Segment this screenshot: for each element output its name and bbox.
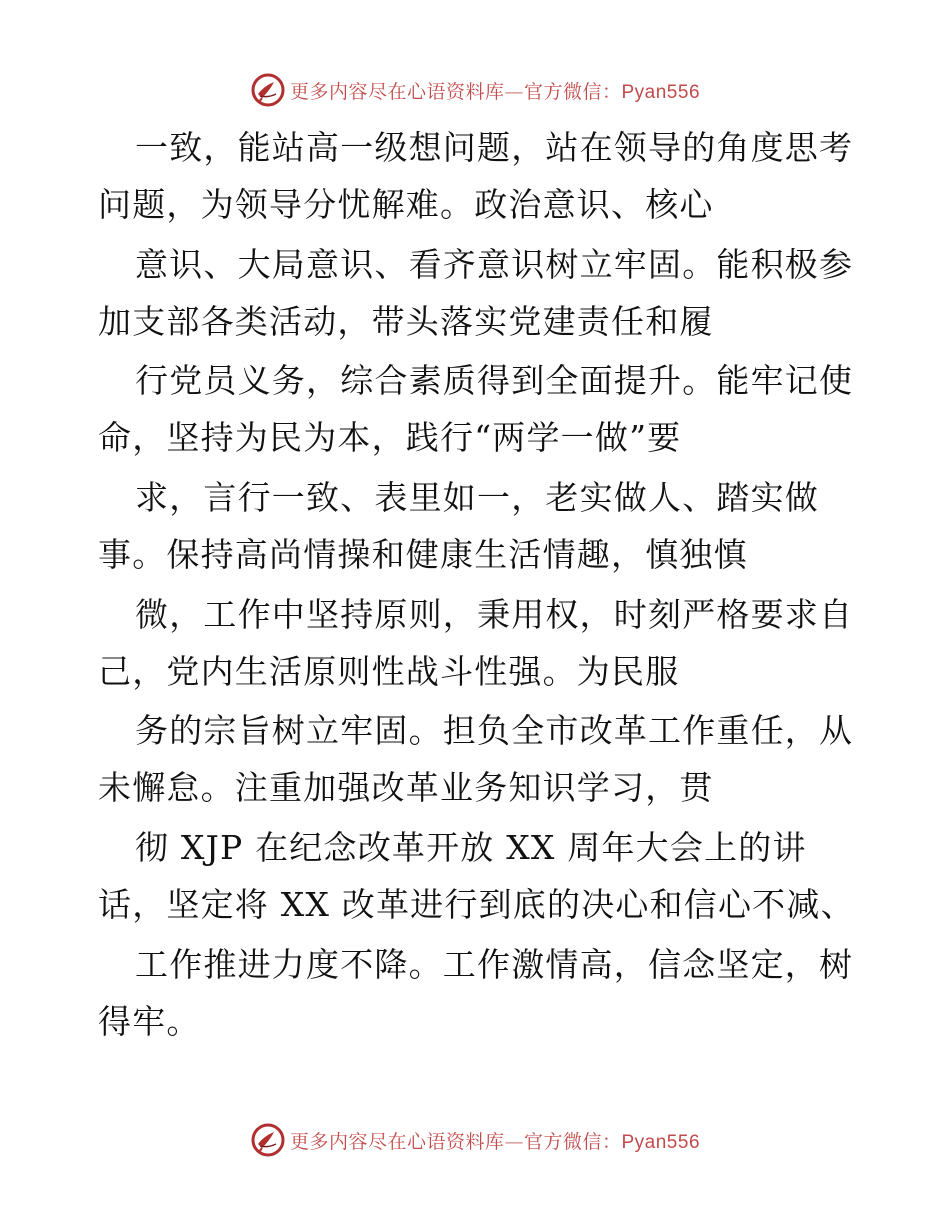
body-line: 话，坚定将 XX 改革进行到底的决心和信心不减、 [98,885,855,924]
body-line: 己，党内生活原则性战斗性强。为民服 [98,652,680,691]
body-line: 加支部各类活动，带头落实党建责任和履 [98,302,714,341]
footer-banner-text [290,1127,700,1154]
body-line: 命，坚持为民为本，践行“两学一做”要 [98,418,682,457]
banner-site-name: 更多内容尽在心语资料库 [289,1130,505,1153]
footer-banner [0,1118,950,1162]
body-line: 彻 XJP 在纪念改革开放 XX 周年大会上的讲 [135,828,807,867]
banner-wechat-id: Pyan556 [621,1131,701,1153]
banner-wechat-label: 官方微信： [523,80,622,103]
body-line: 求，言行一致、表里如一，老实做人、踏实做 [135,478,819,517]
header-banner-text [290,77,700,104]
body-line: 工作推进力度不降。工作激情高，信念坚定，树 [135,945,854,984]
banner-site-name: 更多内容尽在心语资料库 [289,80,505,103]
banner-wechat-label: 官方微信： [523,1130,622,1153]
body-line: 行党员义务，综合素质得到全面提升。能牢记使 [135,361,854,400]
header-banner [0,68,950,112]
banner-separator: — [504,80,524,103]
banner-separator: — [504,1130,524,1153]
body-line: 意识、大局意识、看齐意识树立牢固。能积极参 [135,245,854,284]
body-line: 务的宗旨树立牢固。担负全市改革工作重任，从 [135,711,854,750]
body-line: 问题，为领导分忧解难。政治意识、核心 [98,185,714,224]
body-line: 得牢。 [98,1002,201,1041]
body-line: 事。保持高尚情操和健康生活情趣，慎独慎 [98,535,748,574]
book-quill-logo-icon [250,72,286,108]
body-line: 微，工作中坚持原则，秉用权，时刻严格要求自 [135,595,854,634]
body-line: 未懈怠。注重加强改革业务知识学习，贯 [98,768,714,807]
body-line: 一致，能站高一级想问题，站在领导的角度思考 [135,128,854,167]
book-quill-logo-icon [250,1122,286,1158]
banner-wechat-id: Pyan556 [621,81,701,103]
